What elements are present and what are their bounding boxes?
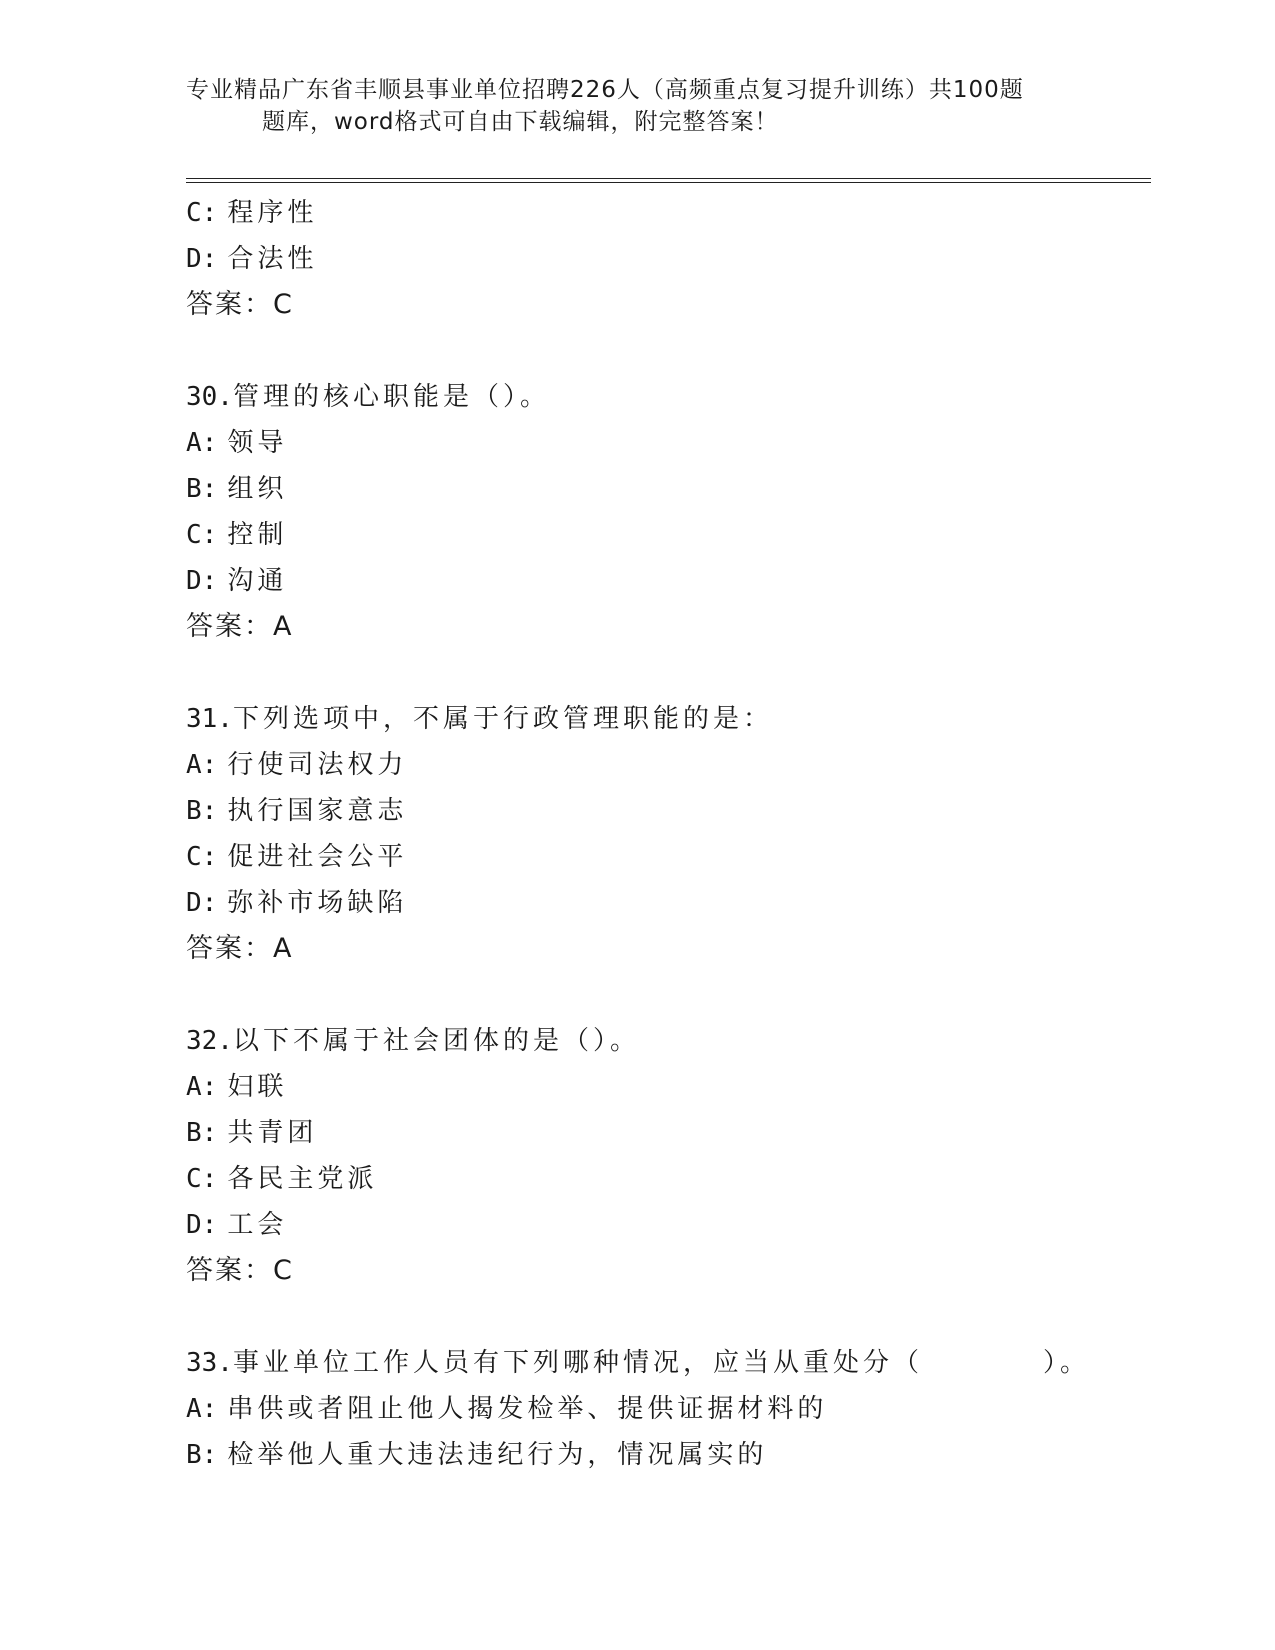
option-row bbox=[186, 558, 1151, 604]
option-tag: A: bbox=[186, 750, 218, 780]
spacer bbox=[186, 328, 1151, 374]
option-tag: D: bbox=[186, 244, 218, 274]
option-tag: B: bbox=[186, 796, 218, 826]
option-row bbox=[186, 1432, 1151, 1478]
option-text: 组织 bbox=[227, 474, 288, 504]
option-text: 行使司法权力 bbox=[227, 750, 408, 780]
option-tag: D: bbox=[186, 566, 218, 596]
option-row bbox=[186, 420, 1151, 466]
option-row bbox=[186, 190, 1151, 236]
option-text: 检举他人重大违法违纪行为，情况属实的 bbox=[227, 1440, 768, 1470]
option-tag: C: bbox=[186, 520, 218, 550]
option-tag: C: bbox=[186, 198, 218, 228]
question-title bbox=[186, 1340, 1151, 1386]
option-text: 共青团 bbox=[227, 1118, 318, 1148]
question-number: 30. bbox=[186, 382, 233, 412]
option-tag: B: bbox=[186, 1118, 218, 1148]
option-tag: C: bbox=[186, 1164, 218, 1194]
option-tag: A: bbox=[186, 1394, 218, 1424]
option-row bbox=[186, 236, 1151, 282]
option-row bbox=[186, 742, 1151, 788]
option-tag: A: bbox=[186, 1072, 218, 1102]
option-row bbox=[186, 1202, 1151, 1248]
option-text: 执行国家意志 bbox=[227, 796, 408, 826]
option-row bbox=[186, 466, 1151, 512]
question-list bbox=[186, 190, 1151, 1478]
option-text: 工会 bbox=[227, 1210, 288, 1240]
question-number: 32. bbox=[186, 1026, 233, 1056]
option-row bbox=[186, 788, 1151, 834]
answer-line: 答案：A bbox=[186, 933, 294, 964]
document-header bbox=[186, 74, 1066, 138]
header-line-1: 专业精品广东省丰顺县事业单位招聘226人（高频重点复习提升训练）共100题 bbox=[186, 77, 1024, 103]
option-row bbox=[186, 1386, 1151, 1432]
question-number: 31. bbox=[186, 704, 233, 734]
option-tag: D: bbox=[186, 888, 218, 918]
option-text: 妇联 bbox=[227, 1072, 288, 1102]
option-row bbox=[186, 834, 1151, 880]
header-rule-top bbox=[186, 178, 1151, 179]
option-text: 促进社会公平 bbox=[227, 842, 408, 872]
spacer bbox=[186, 650, 1151, 696]
option-tag: C: bbox=[186, 842, 218, 872]
question-title bbox=[186, 1018, 1151, 1064]
option-tag: D: bbox=[186, 1210, 218, 1240]
option-row bbox=[186, 512, 1151, 558]
option-text: 领导 bbox=[227, 428, 288, 458]
option-tag: B: bbox=[186, 1440, 218, 1470]
spacer bbox=[186, 1294, 1151, 1340]
option-text: 串供或者阻止他人揭发检举、提供证据材料的 bbox=[227, 1394, 828, 1424]
answer-line: 答案：C bbox=[186, 1255, 294, 1286]
option-tag: B: bbox=[186, 474, 218, 504]
option-text: 沟通 bbox=[227, 566, 288, 596]
option-text: 弥补市场缺陷 bbox=[227, 888, 408, 918]
answer-line: 答案：A bbox=[186, 611, 294, 642]
option-row bbox=[186, 1064, 1151, 1110]
answer-line: 答案：C bbox=[186, 289, 294, 320]
question-number: 33. bbox=[186, 1348, 233, 1378]
option-row bbox=[186, 1156, 1151, 1202]
question-text: 下列选项中，不属于行政管理职能的是： bbox=[232, 704, 773, 734]
header-rule-bottom bbox=[186, 182, 1151, 183]
spacer bbox=[186, 972, 1151, 1018]
option-tag: A: bbox=[186, 428, 218, 458]
question-text: 管理的核心职能是（）。 bbox=[232, 382, 550, 412]
question-title bbox=[186, 374, 1151, 420]
option-text: 各民主党派 bbox=[227, 1164, 378, 1194]
question-title bbox=[186, 696, 1151, 742]
option-text: 控制 bbox=[227, 520, 288, 550]
option-row bbox=[186, 880, 1151, 926]
question-text: 事业单位工作人员有下列哪种情况，应当从重处分（ ）。 bbox=[232, 1348, 1090, 1378]
option-row bbox=[186, 1110, 1151, 1156]
header-line-2: 题库，word格式可自由下载编辑，附完整答案！ bbox=[262, 109, 779, 135]
question-text: 以下不属于社会团体的是（）。 bbox=[232, 1026, 640, 1056]
option-text: 合法性 bbox=[227, 244, 318, 274]
option-text: 程序性 bbox=[227, 198, 318, 228]
